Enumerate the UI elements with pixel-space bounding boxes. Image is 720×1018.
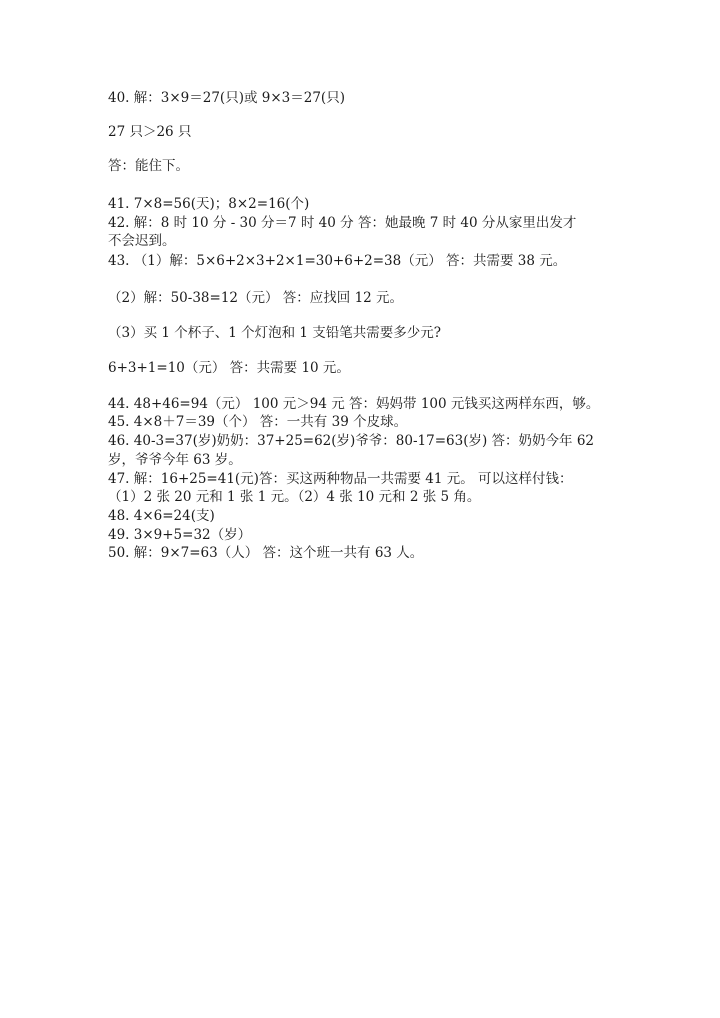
answer-43-part3-question: （3）买 1 个杯子、1 个灯泡和 1 支铅笔共需要多少元? <box>108 325 442 341</box>
answer-50-line: 50. 解：9×7=63（人） 答：这个班一共有 63 人。 <box>108 545 424 561</box>
answer-42-line: 42. 解：8 时 10 分 - 30 分＝7 时 40 分 答：她最晚 7 时 40 分从家里出发才 <box>108 215 577 231</box>
answer-47-line: 47. 解：16+25=41(元)答：买这两种物品一共需要 41 元。 可以这样付钱： <box>108 471 573 487</box>
answer-45-line: 45. 4×8＋7＝39（个） 答：一共有 39 个皮球。 <box>108 414 408 430</box>
answer-46-continuation: 岁，爷爷今年 63 岁。 <box>108 452 242 468</box>
answer-40-conclusion: 答：能住下。 <box>108 158 189 174</box>
answer-44-line: 44. 48+46=94（元） 100 元＞94 元 答：妈妈带 100 元钱买这两样东西，够。 <box>108 396 600 412</box>
answer-43-part3-solution: 6+3+1=10（元） 答：共需要 10 元。 <box>108 360 350 376</box>
answer-40-line: 40. 解：3×9＝27(只)或 9×3＝27(只) <box>108 90 345 106</box>
answer-41-line: 41. 7×8=56(天)；8×2=16(个) <box>108 196 310 212</box>
answer-48-line: 48. 4×6=24(支) <box>108 508 215 524</box>
answer-40-compare: 27 只＞26 只 <box>108 124 192 140</box>
answer-42-continuation: 不会迟到。 <box>108 233 176 249</box>
answer-47-payment-options: （1）2 张 20 元和 1 张 1 元。（2）4 张 10 元和 2 张 5 角。 <box>108 489 481 505</box>
answer-46-line: 46. 40-3=37(岁)奶奶：37+25=62(岁)爷爷：80-17=63(岁) 答：奶奶今年 62 <box>108 433 595 449</box>
answer-43-part2: （2）解：50-38=12（元） 答：应找回 12 元。 <box>108 290 404 306</box>
answer-49-line: 49. 3×9+5=32（岁） <box>108 527 252 543</box>
answer-43-part1: 43. （1）解：5×6+2×3+2×1=30+6+2=38（元） 答：共需要 38 元。 <box>108 253 567 269</box>
